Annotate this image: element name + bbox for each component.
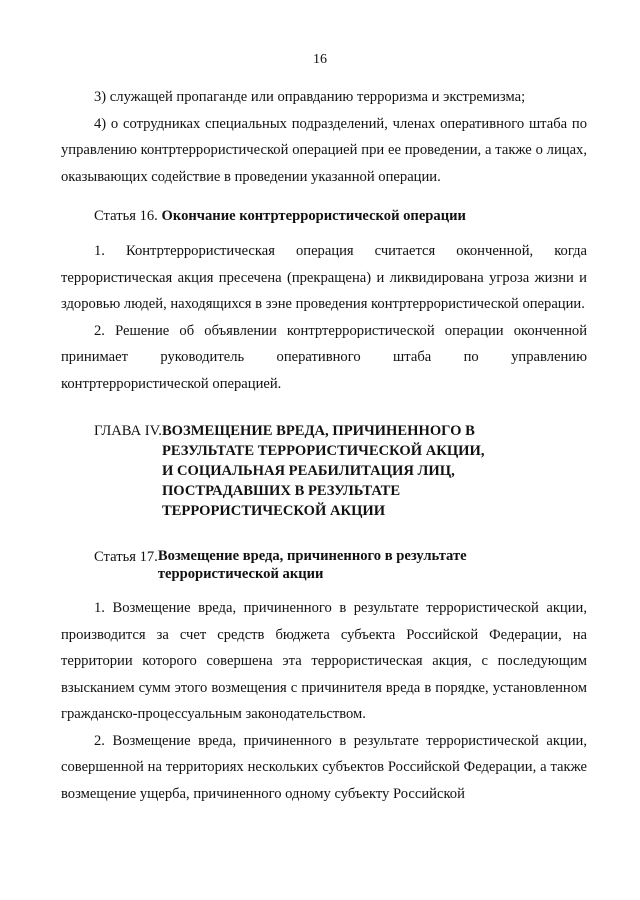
article-16-paragraph-1: 1. Контртеррористическая операция считается оконченной, когда террористическая акция пресечена (прекращена) и ликвидирована угроза жизни и здоровью людей, находящихся в зэне проведения контртеррористической операции. bbox=[61, 243, 587, 312]
page-number: 16 bbox=[313, 52, 327, 67]
paragraph-item-4: 4) о сотрудниках специальных подразделений, членах оперативного штаба по управлению контртеррористической операцией при ее проведении, а также о лицах, оказывающих содействие в проведении указанной операции. bbox=[61, 115, 587, 185]
document-body bbox=[61, 84, 587, 807]
article-16-title: Окончание контртеррористической операции bbox=[161, 208, 466, 224]
article-17-heading bbox=[61, 547, 587, 583]
article-16-paragraph-2: 2. Решение об объявлении контртеррористической операции оконченной принимает руководитель оперативного штаба по управлению контртеррористической операцией. bbox=[61, 322, 587, 392]
article-17-paragraph-2: 2. Возмещение вреда, причиненного в результате террористической акции, совершенной на территориях нескольких субъектов Российской Федерации, а также возмещение ущерба, причиненного одному субъекту Российской bbox=[61, 732, 587, 802]
article-17-paragraph-1: 1. Возмещение вреда, причиненного в результате террористической акции, производится за счет средств бюджета субъекта Российской Федерации, на территории которого совершена эта террористическая акция, с последующим взысканием сумм этого возмещения с причинителя вреда в порядке, установленном гражданско-процессуальным законодательством. bbox=[61, 600, 587, 722]
article-16-heading bbox=[61, 206, 587, 226]
article-16-prefix: Статья 16. bbox=[94, 208, 158, 224]
article-17-prefix: Статья 17. bbox=[94, 549, 158, 565]
article-17-title: Возмещение вреда, причиненного в результате террористической акции bbox=[157, 548, 467, 582]
chapter-title: ВОЗМЕЩЕНИЕ ВРЕДА, ПРИЧИНЕННОГО В РЕЗУЛЬТАТЕ ТЕРРОРИСТИЧЕСКОЙ АКЦИИ, И СОЦИАЛЬНАЯ РЕАБИЛИТАЦИЯ ЛИЦ, ПОСТРАДАВШИХ В РЕЗУЛЬТАТЕ ТЕРРОРИСТИЧЕСКОЙ АКЦИИ bbox=[161, 423, 485, 519]
paragraph-item-3: 3) служащей пропаганде или оправданию терроризма и экстремизма; bbox=[94, 89, 526, 105]
chapter-heading bbox=[61, 421, 587, 521]
chapter-prefix: ГЛАВА IV. bbox=[94, 423, 162, 439]
